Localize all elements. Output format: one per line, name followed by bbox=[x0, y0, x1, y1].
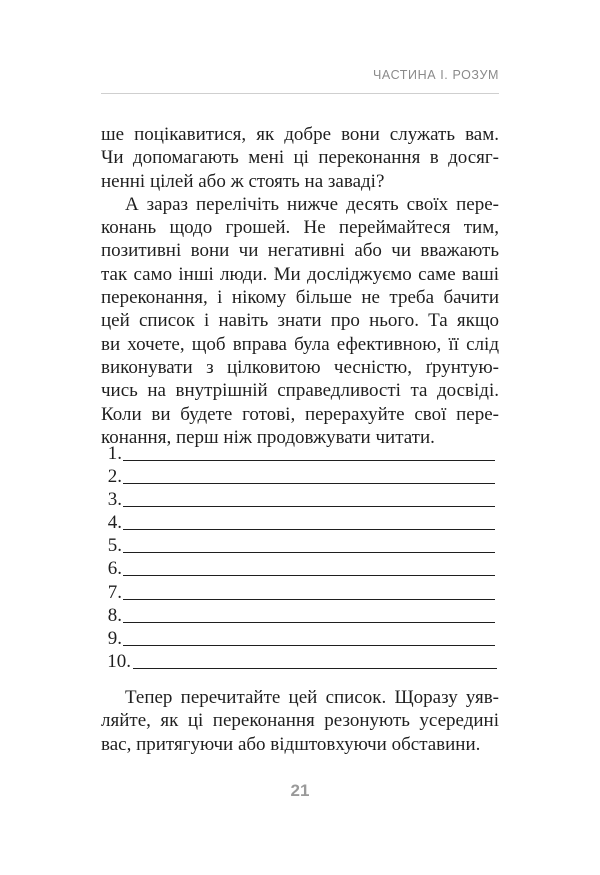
list-item bbox=[101, 557, 499, 580]
item-number: 3. bbox=[107, 489, 122, 511]
blank-line bbox=[123, 552, 495, 553]
item-number: 6. bbox=[107, 558, 122, 580]
header-rule bbox=[101, 93, 499, 94]
blank-line bbox=[123, 622, 495, 623]
blank-line bbox=[123, 645, 495, 646]
blank-line bbox=[123, 575, 495, 576]
item-number: 8. bbox=[107, 604, 122, 626]
item-number: 5. bbox=[107, 535, 122, 557]
item-number: 7. bbox=[107, 581, 122, 603]
text-line: конання, перш ніж продовжувати читати. bbox=[101, 426, 435, 448]
blank-line bbox=[123, 460, 495, 461]
text-line: Тепер перечитайте цей список. Щоразу уяв- bbox=[125, 687, 499, 708]
item-number: 2. bbox=[107, 466, 122, 488]
list-item bbox=[101, 604, 499, 627]
list-item bbox=[101, 534, 499, 557]
text-line: виконувати з цілковитою чесністю, ґрунтую- bbox=[101, 356, 499, 378]
text-line: ви хочете, щоб вправа була ефективною, її слід bbox=[101, 333, 499, 355]
body-text-bottom bbox=[101, 686, 499, 756]
text-line: вас, притягуючи або відштовхуючи обставини. bbox=[101, 733, 481, 755]
item-number: 9. bbox=[107, 627, 122, 649]
text-line: цей список і навіть знати про нього. Та якщо bbox=[101, 310, 499, 332]
blank-line bbox=[123, 599, 495, 600]
text-line: Коли ви будете готові, перерахуйте свої пере- bbox=[101, 403, 499, 425]
blank-line bbox=[133, 668, 497, 669]
running-title: ЧАСТИНА І. РОЗУМ bbox=[372, 68, 499, 82]
text-line: А зараз перелічіть нижче десять своїх пере- bbox=[125, 193, 499, 215]
text-line: переконання, і нікому більше не треба бачити bbox=[101, 287, 499, 309]
text-line: ненні цілей або ж стоять на заваді? bbox=[101, 170, 385, 192]
text-line: так само інші люди. Ми досліджуємо саме ваші bbox=[101, 263, 499, 285]
blank-line bbox=[123, 483, 495, 484]
page-number: 21 bbox=[290, 781, 310, 800]
item-number: 1. bbox=[107, 443, 122, 464]
list-item bbox=[101, 627, 499, 650]
text-line: позитивні вони чи негативні або чи вважають bbox=[101, 240, 499, 262]
text-line: Чи допомагають мені ці переконання в досяг- bbox=[101, 147, 499, 169]
beliefs-blank-list bbox=[101, 442, 499, 673]
list-item bbox=[101, 581, 499, 604]
item-number: 4. bbox=[107, 512, 122, 534]
item-number: 10. bbox=[107, 650, 131, 672]
list-item bbox=[101, 650, 499, 673]
list-item bbox=[101, 488, 499, 511]
body-text-top bbox=[101, 123, 499, 449]
list-item bbox=[101, 442, 499, 465]
text-line: ляйте, як ці переконання резонують усередині bbox=[101, 710, 499, 732]
blank-line bbox=[123, 529, 495, 530]
text-line: конань щодо грошей. Не переймайтеся тим, bbox=[101, 217, 499, 239]
text-line: ше поцікавитися, як добре вони служать вам. bbox=[101, 124, 499, 145]
list-item bbox=[101, 465, 499, 488]
blank-line bbox=[123, 506, 495, 507]
text-line: чись на внутрішній справедливості та досвіді. bbox=[101, 380, 499, 402]
list-item bbox=[101, 511, 499, 534]
